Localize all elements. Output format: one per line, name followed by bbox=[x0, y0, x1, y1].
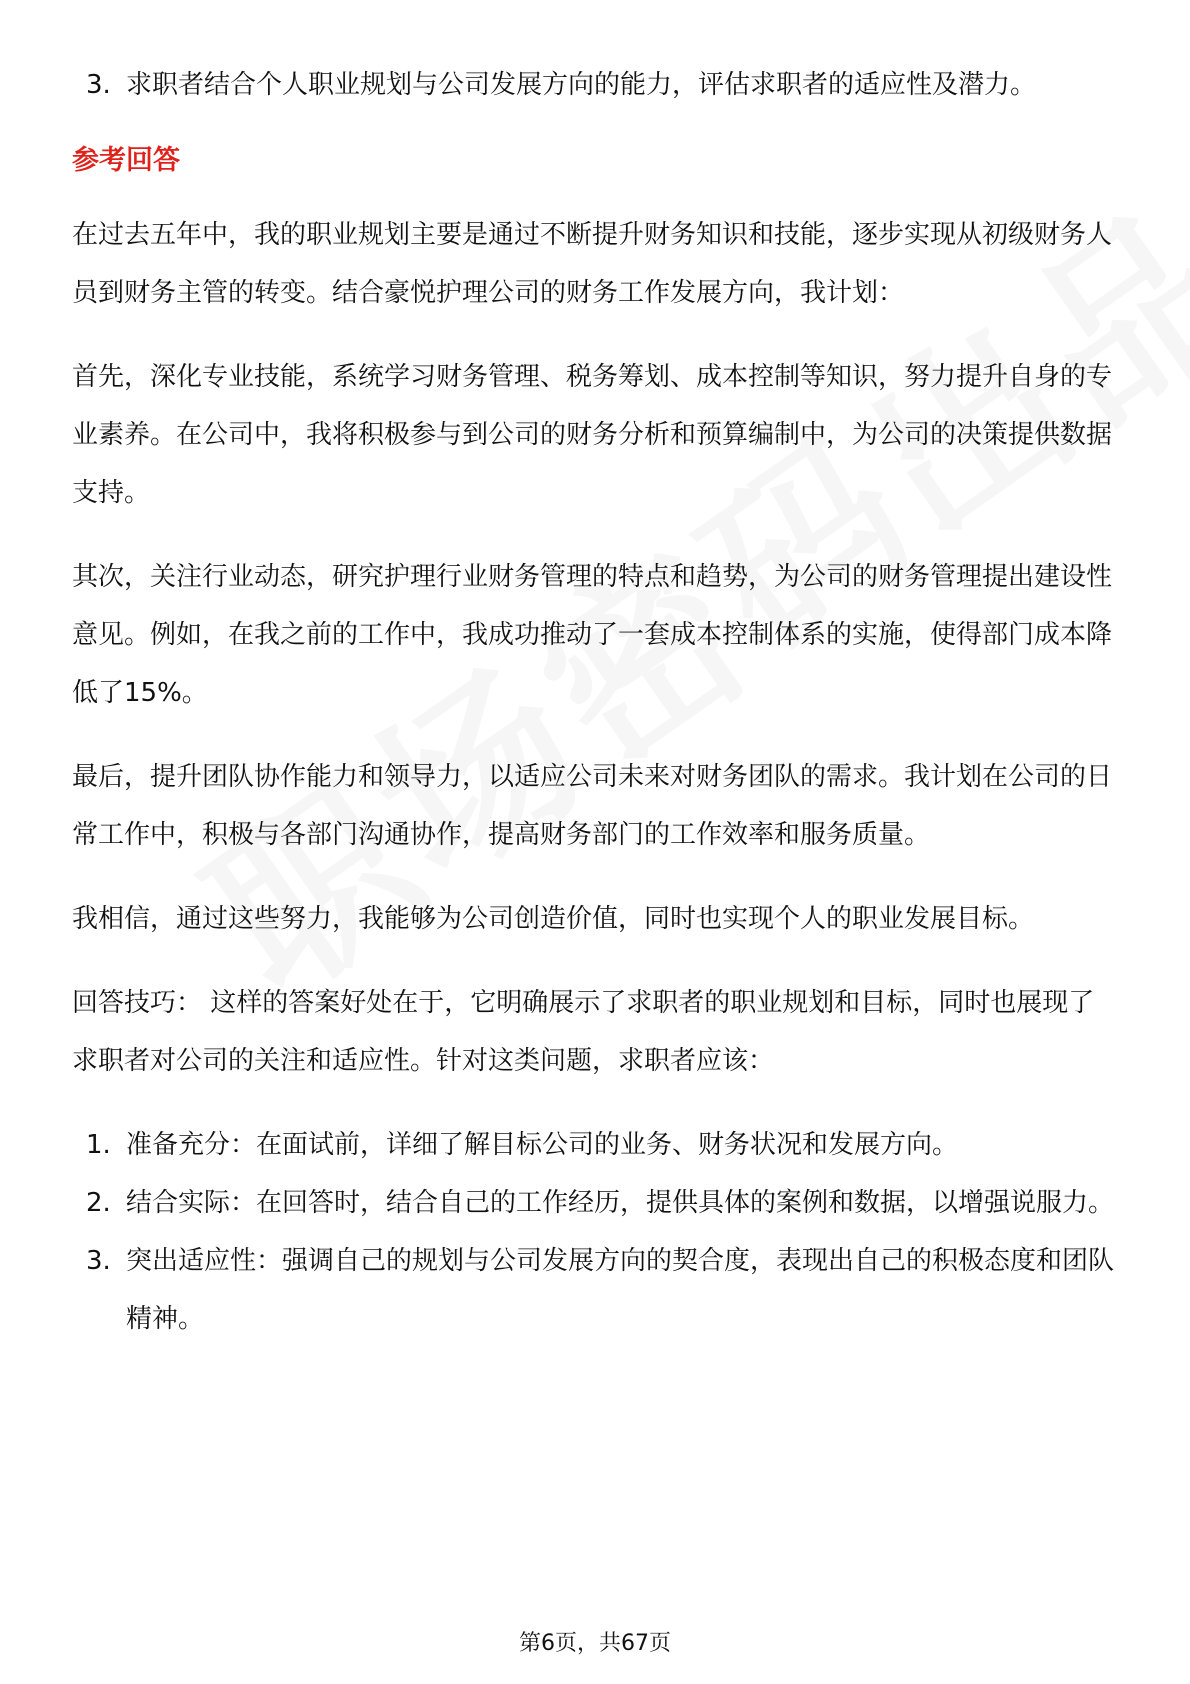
list-number: 1. bbox=[86, 1130, 111, 1160]
list-number: 2. bbox=[86, 1188, 111, 1218]
paragraph: 其次，关注行业动态，研究护理行业财务管理的特点和趋势，为公司的财务管理提出建设性意见。例如，在我之前的工作中，我成功推动了一套成本控制体系的实施，使得部门成本降低了15%。 bbox=[72, 562, 1113, 708]
list-item bbox=[72, 1116, 1120, 1174]
list-text: 突出适应性：强调自己的规划与公司发展方向的契合度，表现出自己的积极态度和团队精神。 bbox=[126, 1246, 1115, 1334]
list-text: 结合实际：在回答时，结合自己的工作经历，提供具体的案例和数据，以增强说服力。 bbox=[126, 1188, 1115, 1218]
tips-list bbox=[72, 1116, 1120, 1348]
list-item bbox=[72, 1174, 1120, 1232]
list-item bbox=[72, 56, 1120, 114]
list-item bbox=[72, 1232, 1120, 1348]
section-heading: 参考回答 bbox=[72, 145, 180, 176]
list-number: 3. bbox=[86, 1246, 111, 1276]
paragraph: 最后，提升团队协作能力和领导力，以适应公司未来对财务团队的需求。我计划在公司的日常工作中，积极与各部门沟通协作，提高财务部门的工作效率和服务质量。 bbox=[72, 762, 1113, 850]
list-text: 准备充分：在面试前，详细了解目标公司的业务、财务状况和发展方向。 bbox=[126, 1130, 959, 1160]
paragraph: 首先，深化专业技能，系统学习财务管理、税务筹划、成本控制等知识，努力提升自身的专业素养。在公司中，我将积极参与到公司的财务分析和预算编制中，为公司的决策提供数据支持。 bbox=[72, 362, 1113, 508]
paragraph: 在过去五年中，我的职业规划主要是通过不断提升财务知识和技能，逐步实现从初级财务人员到财务主管的转变。结合豪悦护理公司的财务工作发展方向，我计划： bbox=[72, 220, 1113, 308]
paragraph: 我相信，通过这些努力，我能够为公司创造价值，同时也实现个人的职业发展目标。 bbox=[72, 904, 1035, 934]
list-text: 求职者结合个人职业规划与公司发展方向的能力，评估求职者的适应性及潜力。 bbox=[126, 70, 1037, 100]
paragraph: 回答技巧： 这样的答案好处在于，它明确展示了求职者的职业规划和目标，同时也展现了求职者对公司的关注和适应性。针对这类问题，求职者应该： bbox=[72, 988, 1095, 1076]
page-footer: 第6页，共67页 bbox=[519, 1631, 671, 1656]
list-number: 3. bbox=[86, 70, 111, 100]
page-content bbox=[72, 56, 1120, 1348]
